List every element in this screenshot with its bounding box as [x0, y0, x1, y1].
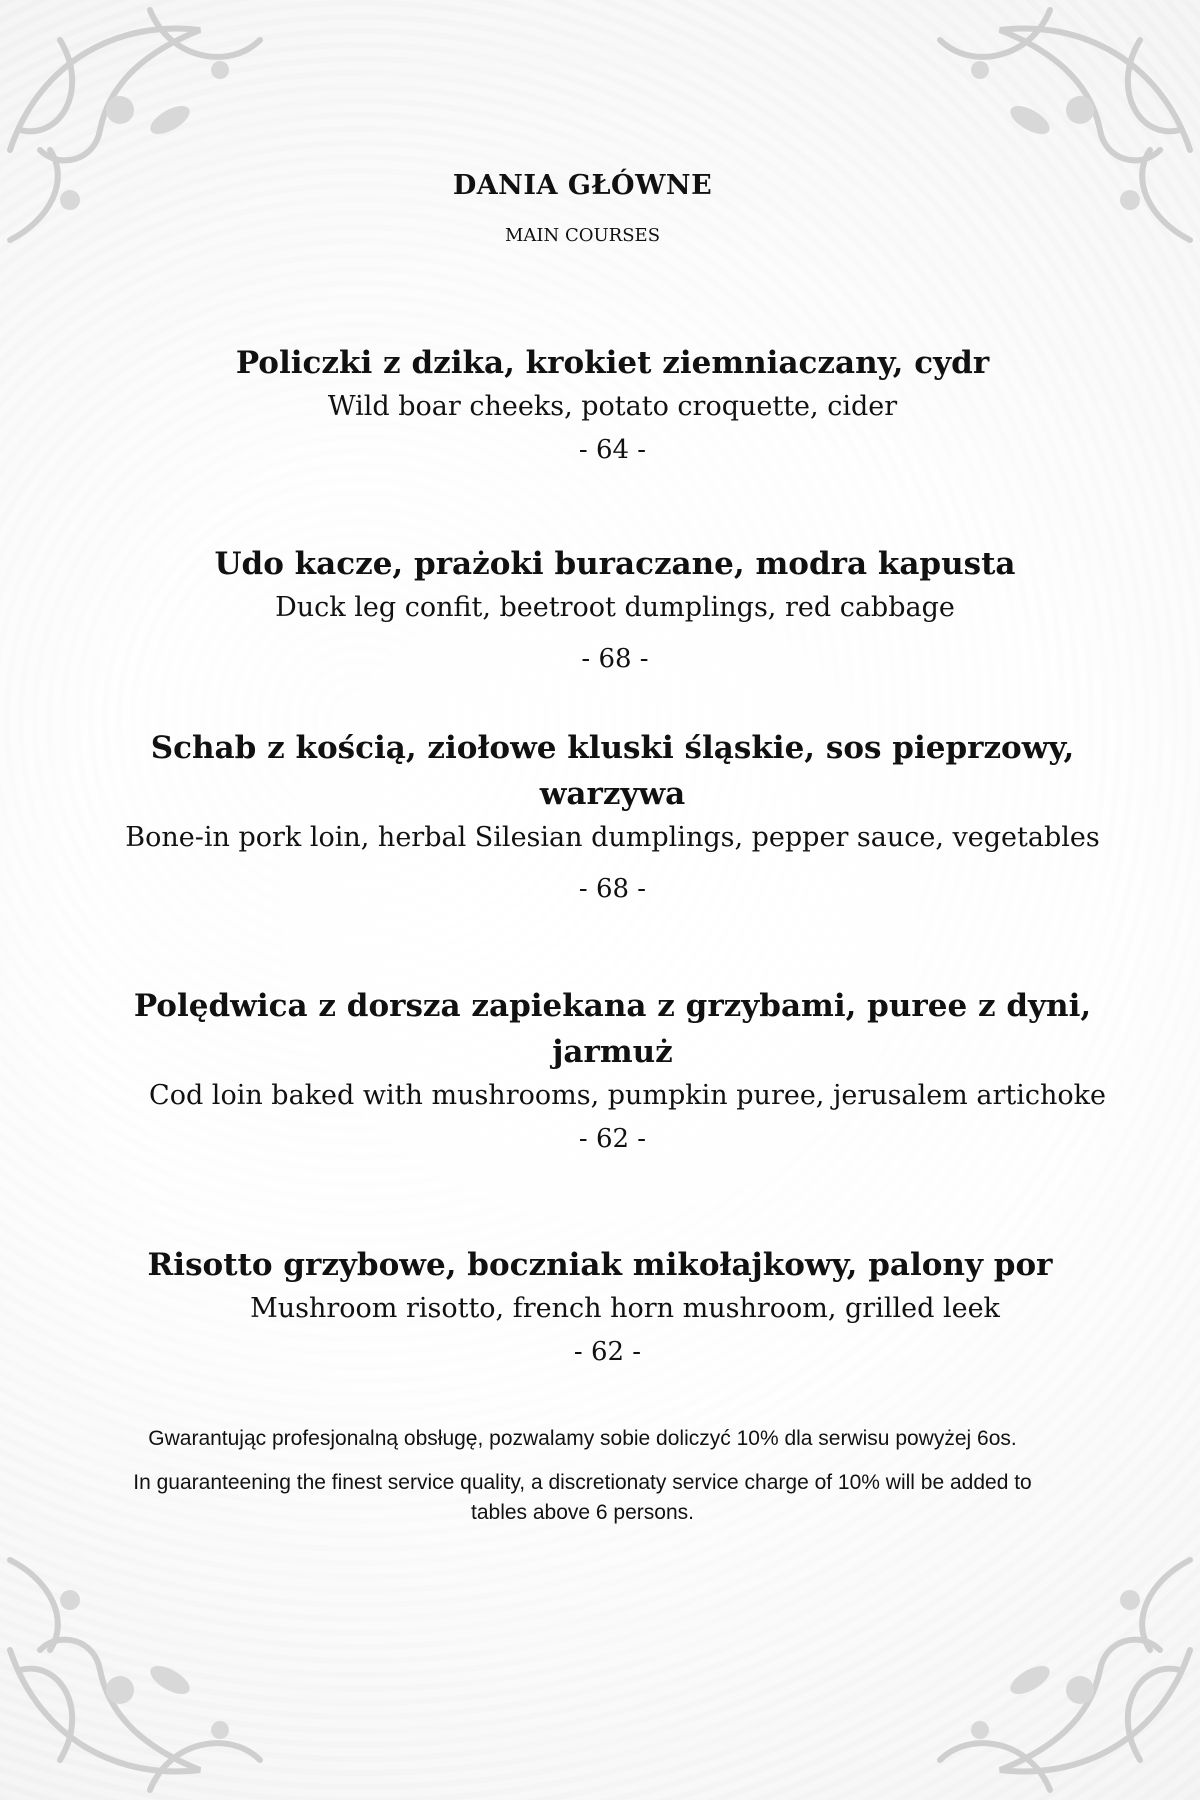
- service-note-pl: Gwarantując profesjonalną obsługę, pozwalamy sobie doliczyć 10% dla serwisu powyżej 6os.: [148, 1427, 1017, 1450]
- dish-name-pl-continued: warzywa: [539, 776, 686, 812]
- dish-item: [0, 725, 1200, 911]
- service-note-en-continued: tables above 6 persons.: [471, 1501, 694, 1524]
- dish-name-pl: Udo kacze, prażoki buraczane, modra kapusta: [214, 546, 1016, 582]
- service-note-en: In guaranteening the finest service quality, a discretionaty service charge of 10% will be added to: [133, 1471, 1032, 1494]
- corner-ornament-bottom-right: [900, 1500, 1200, 1800]
- dish-name-en: Cod loin baked with mushrooms, pumpkin puree, jerusalem artichoke: [149, 1080, 1106, 1111]
- dish-price: - 62 -: [578, 1124, 647, 1154]
- corner-ornament-top-left: [0, 0, 300, 300]
- dish-name-en: Mushroom risotto, french horn mushroom, grilled leek: [250, 1293, 1000, 1324]
- dish-name-en: Duck leg confit, beetroot dumplings, red cabbage: [275, 592, 955, 623]
- corner-ornament-top-right: [900, 0, 1200, 300]
- dish-item: [0, 340, 1200, 472]
- dish-name-pl-continued: jarmuż: [552, 1034, 673, 1070]
- service-note: [0, 1424, 1165, 1528]
- menu-title: DANIA GŁÓWNE: [452, 170, 713, 201]
- dish-name-en: Wild boar cheeks, potato croquette, cider: [327, 391, 898, 422]
- dish-price: - 68 -: [581, 644, 649, 674]
- corner-ornament-bottom-left: [0, 1500, 300, 1800]
- dish-name-pl: Risotto grzybowe, boczniak mikołajkowy, palony por: [147, 1247, 1053, 1283]
- dish-name-en: Bone-in pork loin, herbal Silesian dumplings, pepper sauce, vegetables: [125, 822, 1100, 853]
- menu-subtitle: MAIN COURSES: [504, 225, 661, 246]
- dish-item: [0, 1242, 1200, 1374]
- dish-price: - 62 -: [573, 1337, 642, 1367]
- dish-item: [0, 983, 1200, 1161]
- dish-name-pl: Schab z kością, ziołowe kluski śląskie, sos pieprzowy,: [150, 730, 1075, 766]
- dish-item: [0, 541, 1200, 681]
- dish-price: - 68 -: [578, 874, 647, 904]
- dish-name-pl: Policzki z dzika, krokiet ziemniaczany, cydr: [235, 345, 990, 381]
- dish-name-pl: Polędwica z dorsza zapiekana z grzybami, puree z dyni,: [133, 988, 1092, 1024]
- dish-price: - 64 -: [578, 435, 647, 465]
